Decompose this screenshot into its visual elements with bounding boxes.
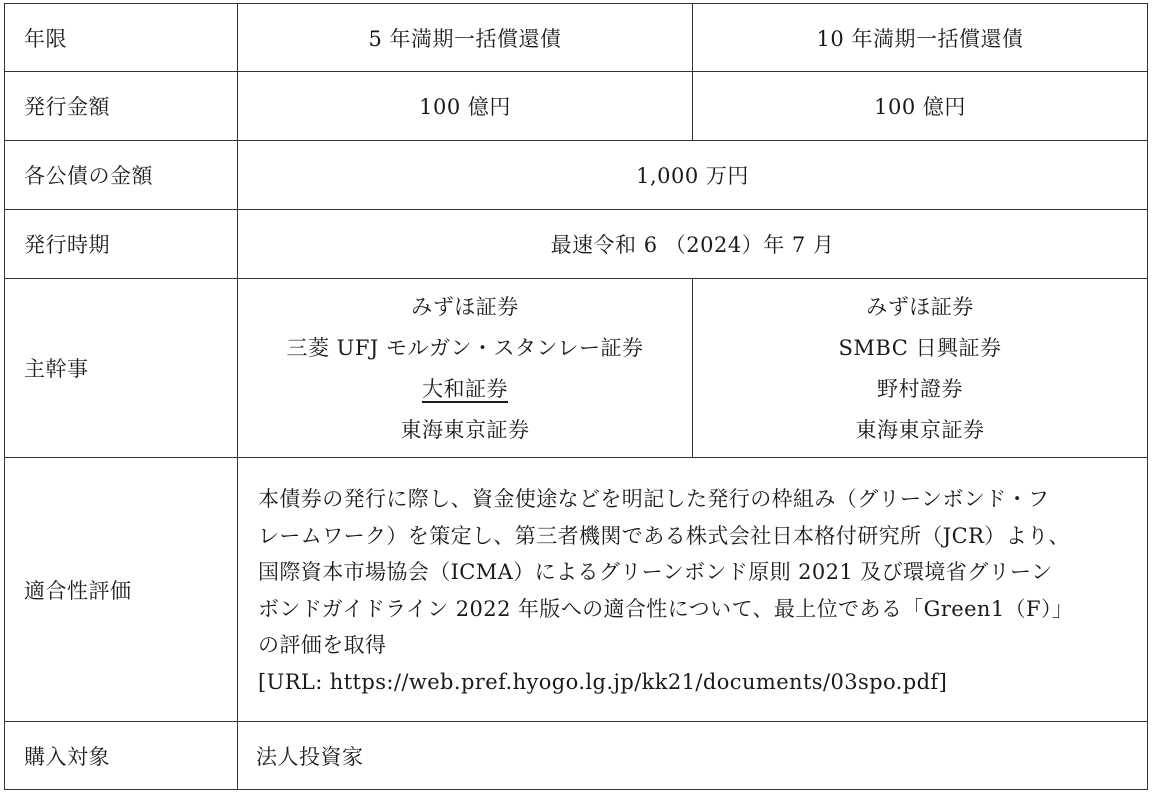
lead-managers-5yr — [238, 279, 693, 458]
issue-amount-5yr: 100 億円 — [238, 72, 693, 141]
manager-item: 野村證券 — [877, 377, 963, 401]
lead-managers-10yr — [693, 279, 1148, 458]
evaluation-line: レームワーク）を策定し、第三者機関である株式会社日本格付研究所（JCR）より、 — [258, 523, 1070, 548]
manager-item: 三菱 UFJ モルガン・スタンレー証券 — [286, 336, 644, 360]
row-issue-date — [5, 210, 1148, 279]
issue-amount-label: 発行金額 — [5, 72, 238, 141]
issue-date-label: 発行時期 — [5, 210, 238, 279]
unit-amount-value: 1,000 万円 — [238, 141, 1148, 210]
evaluation-line: ボンドガイドライン 2022 年版への適合性について、最上位である「Green1（F）」 — [258, 596, 1074, 621]
evaluation-label: 適合性評価 — [5, 458, 238, 722]
term-10yr: 10 年満期一括償還債 — [693, 4, 1148, 72]
manager-item-underlined: 大和証券 — [422, 377, 508, 401]
row-evaluation — [5, 458, 1148, 722]
row-issue-amount — [5, 72, 1148, 141]
term-label: 年限 — [5, 4, 238, 72]
row-lead-managers — [5, 279, 1148, 458]
row-target — [5, 722, 1148, 790]
bond-summary-table — [4, 3, 1148, 790]
evaluation-line: 国際資本市場協会（ICMA）によるグリーンボンド原則 2021 及び環境省グリーン — [258, 560, 1053, 584]
term-5yr: 5 年満期一括償還債 — [238, 4, 693, 72]
evaluation-url: [URL: https://web.pref.hyogo.lg.jp/kk21/documents/03spo.pdf] — [258, 669, 948, 694]
row-term — [5, 4, 1148, 72]
manager-item: SMBC 日興証券 — [838, 336, 1002, 360]
row-unit-amount — [5, 141, 1148, 210]
evaluation-line: の評価を取得 — [258, 633, 387, 657]
manager-item: みずほ証券 — [866, 295, 974, 319]
manager-item: 東海東京証券 — [855, 418, 985, 442]
manager-item: みずほ証券 — [411, 295, 519, 319]
manager-item: 東海東京証券 — [400, 418, 530, 442]
lead-managers-label: 主幹事 — [5, 279, 238, 458]
issue-amount-10yr: 100 億円 — [693, 72, 1148, 141]
target-value: 法人投資家 — [238, 722, 1148, 790]
evaluation-text — [238, 458, 1148, 722]
evaluation-line: 本債券の発行に際し、資金使途などを明記した発行の枠組み（グリーンボンド・フ — [258, 487, 1050, 511]
manager-item-highlighted — [238, 369, 692, 410]
issue-date-value: 最速令和 6 （2024）年 7 月 — [238, 210, 1148, 279]
unit-amount-label: 各公債の金額 — [5, 141, 238, 210]
target-label: 購入対象 — [5, 722, 238, 790]
